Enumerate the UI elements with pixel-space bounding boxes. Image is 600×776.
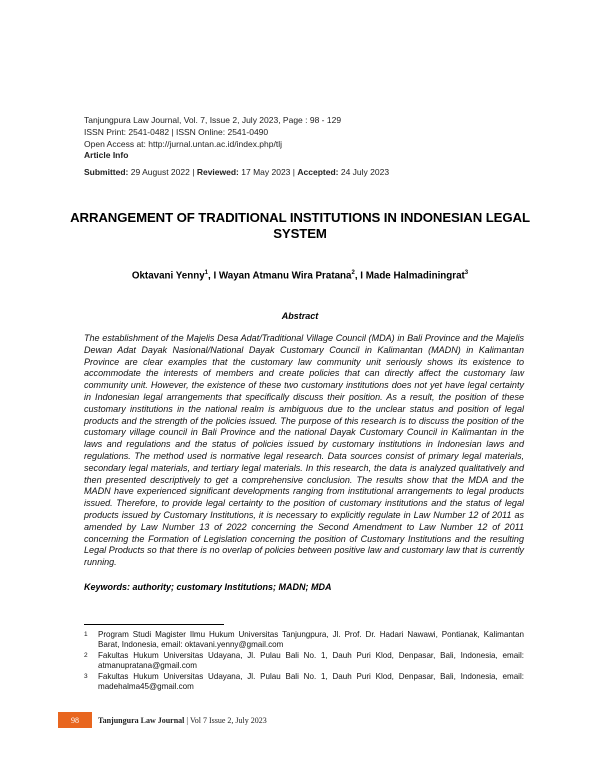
dates-separator: |: [192, 167, 195, 177]
accepted-label: Accepted:: [297, 167, 339, 177]
footnote: [84, 630, 524, 650]
page-footer: [58, 712, 267, 728]
footer-journal-name: Tanjungura Law Journal: [98, 715, 185, 725]
dates-separator: |: [292, 167, 295, 177]
page-number: 98: [71, 715, 79, 725]
footnotes: [84, 630, 524, 693]
author-affiliation-mark: 2: [351, 270, 355, 276]
journal-citation: Tanjungpura Law Journal, Vol. 7, Issue 2, July 2023, Page : 98 - 129: [84, 115, 342, 125]
open-access-line: Open Access at: http://jurnal.untan.ac.id/index.php/tlj: [84, 138, 282, 149]
abstract-heading: Abstract: [281, 311, 319, 321]
author-affiliation-mark: 1: [204, 270, 208, 276]
author-name: I Made Halmadiningrat: [360, 270, 465, 282]
footnote-number: 3: [84, 672, 88, 680]
author-name: Oktavani Yenny: [131, 270, 205, 282]
submitted-label: Submitted:: [84, 167, 129, 177]
submitted-date: 29 August 2022: [130, 167, 190, 177]
footnote: [84, 672, 524, 692]
journal-header: [84, 115, 341, 162]
author-name: I Wayan Atmanu Wira Pratana: [213, 270, 352, 282]
footnote-divider: [84, 624, 224, 625]
footnote-number: 2: [84, 651, 88, 659]
paper-title: ARRANGEMENT OF TRADITIONAL INSTITUTIONS IN INDONESIAN LEGAL SYSTEM: [70, 210, 530, 241]
abstract-text: The establishment of the Majelis Desa Adat/Traditional Village Council (MDA) in Bali Province and the Majelis Dewan Adat Dayak Nasional/National Dayak Customary Council in Kalimantan (MADN) in Kalimantan Province are clear examples that the customary law community unit seriously shows its existence to accommodate the interests of members and create policies that can directly affect the customary law community unit. However, the existence of these two customary institutions does not yet have legal certainty in Indonesian legal arrangements that specifically discuss their position. As a result, the position of these customary institutions in the national realm is ambiguous due to the unclear status and position of legal products and the strength of the policies issued. The purpose of this research is to discuss the position of the customary village council in Bali Province and the national Dayak Customary Council in Kalimantan in the laws and regulations and the status of policies issued by customary institutions in Indonesian laws and regulations. The method used is normative legal research. Data sources consist of primary legal materials, secondary legal materials, and tertiary legal materials. In this research, the data is analyzed qualitatively and then presented descriptively to get a comprehensive conclusion. The results show that the MDA and the MADN have experienced significant developments ranging from institutional arrangements to legal products issued. Therefore, to provide legal certainty to the position of customary institutions and the status of legal products issued by Customary Institutions, it is necessary to explicitly regulate in Law Number 12 of 2011 as amended by Law Number 13 of 2022 concerning the Second Amendment to Law Number 12 of 2011 concerning the Formation of Legislation concerning the position of Customary Institutions and the resulting Legal Products so that there is no overlap of policies between positive law and customary law that is currently running.: [84, 333, 524, 568]
author-affiliation-mark: 3: [464, 270, 469, 276]
footer-issue: Vol 7 Issue 2, July 2023: [190, 715, 267, 725]
reviewed-label: Reviewed:: [196, 167, 239, 177]
footnote-text: Fakultas Hukum Universitas Udayana, Jl. Pulau Bali No. 1, Dauh Puri Klod, Denpasar, Bali, Indonesia, email: madehalma45@gmail.com: [98, 671, 524, 692]
page-number-badge: [58, 712, 92, 728]
footnote-number: 1: [84, 631, 88, 638]
reviewed-date: 17 May 2023: [241, 167, 291, 177]
footer-separator: |: [186, 715, 189, 725]
accepted-date: 24 July 2023: [340, 167, 390, 177]
issn-line: ISSN Print: 2541-0482 | ISSN Online: 2541-0490: [84, 126, 269, 137]
author-list: Oktavani Yenny$^1$, I Wayan Atmanu Wira Pratana$^2$, I Made Halmadiningrat$^3$: [131, 270, 469, 282]
footer-journal-info: [92, 712, 267, 728]
footnote-text: Fakultas Hukum Universitas Udayana, Jl. Pulau Bali No. 1, Dauh Puri Klod, Denpasar, Bali, Indonesia, email: atmanupratana@gmail.com: [98, 650, 524, 671]
article-dates: [84, 167, 389, 177]
footnote: [84, 651, 524, 671]
footnote-text: Program Studi Magister Ilmu Hukum Universitas Tanjungpura, Jl. Prof. Dr. Hadari Nawawi, Pontianak, Kalimantan Barat, Indonesia, email: oktavani.yenny@gmail.com: [98, 630, 524, 650]
article-info-label: Article Info: [84, 150, 129, 161]
keywords: Keywords: authority; customary Institutions; MADN; MDA: [84, 582, 332, 592]
